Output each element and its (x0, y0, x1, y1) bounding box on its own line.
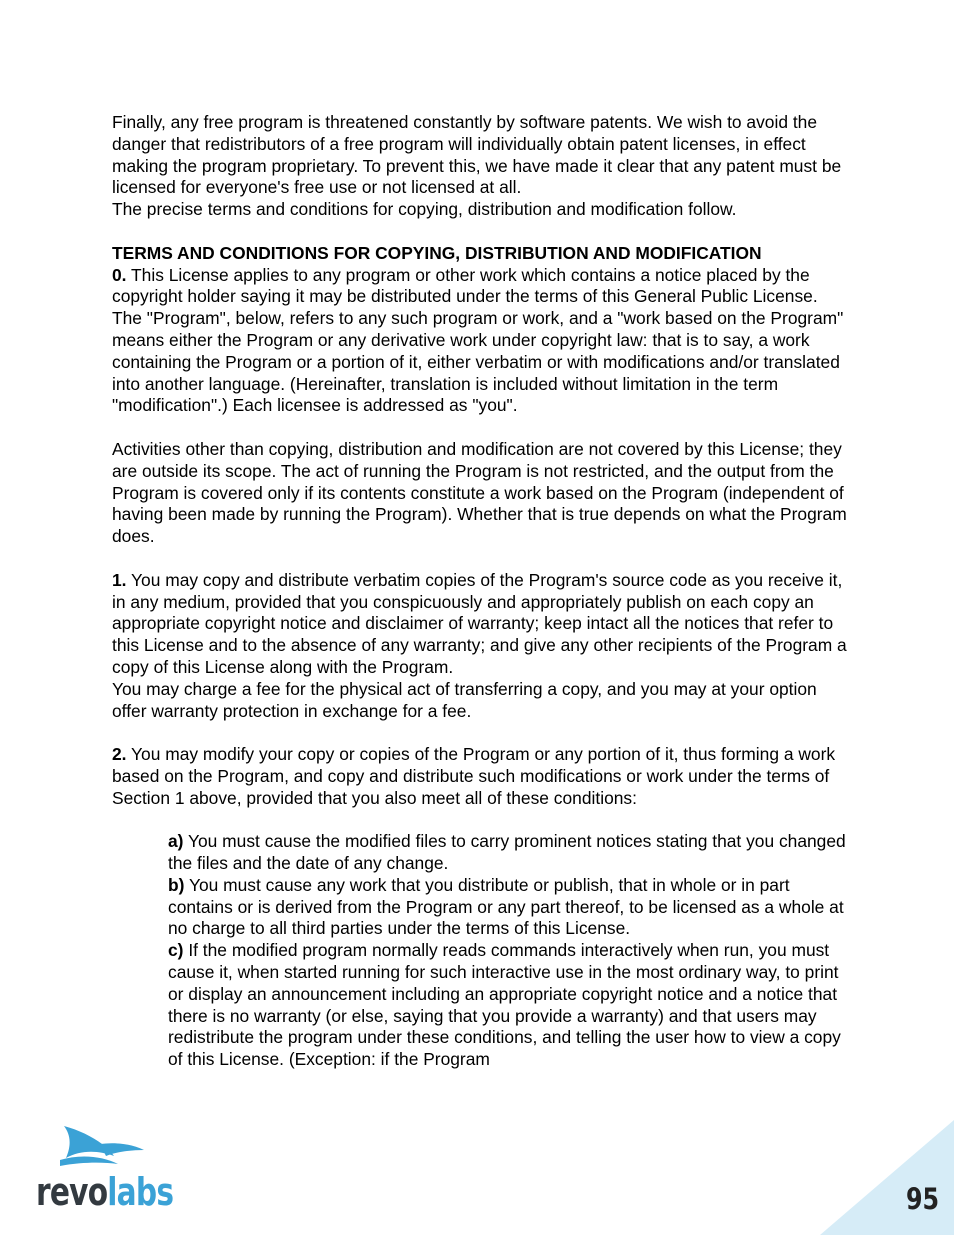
section-1-fee: You may charge a fee for the physical act of transferring a copy, and you may at your option offer warranty protection in exchange for a fee. (112, 678, 817, 721)
section-1-label: 1. (112, 569, 127, 590)
paragraph-precise-terms: The precise terms and conditions for copying, distribution and modification follow. (112, 199, 737, 220)
page-corner-decoration (820, 1120, 954, 1235)
paragraph-activities: Activities other than copying, distribution and modification are not covered by this License; they are outside its scope. The act of running the Program is not restricted, and the output from the Program is covered only if its contents constitute a work based on the Program (independent of having been made by running the Program). Whether that is true depends on what the Program does. (112, 438, 847, 547)
terms-heading: TERMS AND CONDITIONS FOR COPYING, DISTRIBUTION AND MODIFICATION (112, 242, 762, 263)
section-2-label: 2. (112, 744, 127, 765)
page-number: 95 (906, 1182, 940, 1216)
condition-b: b) You must cause any work that you distribute or publish, that in whole or in part contains or is derived from the Program or any part thereof, to be licensed as a whole at no charge to all third parties under the terms of this License. (168, 874, 844, 939)
revolabs-logo-text: revolabs (36, 1170, 174, 1214)
section-0-label: 0. (112, 264, 127, 285)
section-2: 2. You may modify your copy or copies of the Program or any portion of it, thus forming a work based on the Program, and copy and distribute such modifications or work under the terms of Section 1 above, provided that you also meet all of these conditions: (112, 744, 836, 808)
section-1: 1. You may copy and distribute verbatim copies of the Program's source code as you receive it, in any medium, provided that you conspicuously and appropriately publish on each copy an appropriate copyright notice and disclaimer of warranty; keep intact all the notices that refer to this License and to the absence of any warranty; and give any other recipients of the Program a copy of this License along with the Program. (112, 569, 847, 677)
condition-c: c) If the modified program normally reads commands interactively when run, you must cause it, when started running for such interactive use in the most ordinary way, to print or display an announcement including an appropriate copyright notice and a notice that there is no warranty (or else, saying that you provide a warranty) and that users may redistribute the program under these conditions, and telling the user how to view a copy of this License. (Exception: if the Program (168, 940, 841, 1070)
document-body (112, 112, 850, 1071)
condition-a: a) You must cause the modified files to carry prominent notices stating that you changed the files and the date of any change. (168, 831, 846, 874)
paragraph-patents: Finally, any free program is threatened constantly by software patents. We wish to avoid the danger that redistributors of a free program will individually obtain patent licenses, in effect making the program proprietary. To prevent this, we have made it clear that any patent must be licensed for everyone's free use or not licensed at all. (112, 112, 842, 198)
section-0: 0. This License applies to any program or other work which contains a notice placed by the copyright holder saying it may be distributed under the terms of this General Public License. The "Program", below, refers to any such program or work, and a "work based on the Program" means either the Program or any derivative work under copyright law: that is to say, a work containing the Program or a portion of it, either verbatim or with modifications and/or translated into another language. (Hereinafter, translation is included without limitation in the term "modification".) Each licensee is addressed as "you". (112, 264, 844, 416)
